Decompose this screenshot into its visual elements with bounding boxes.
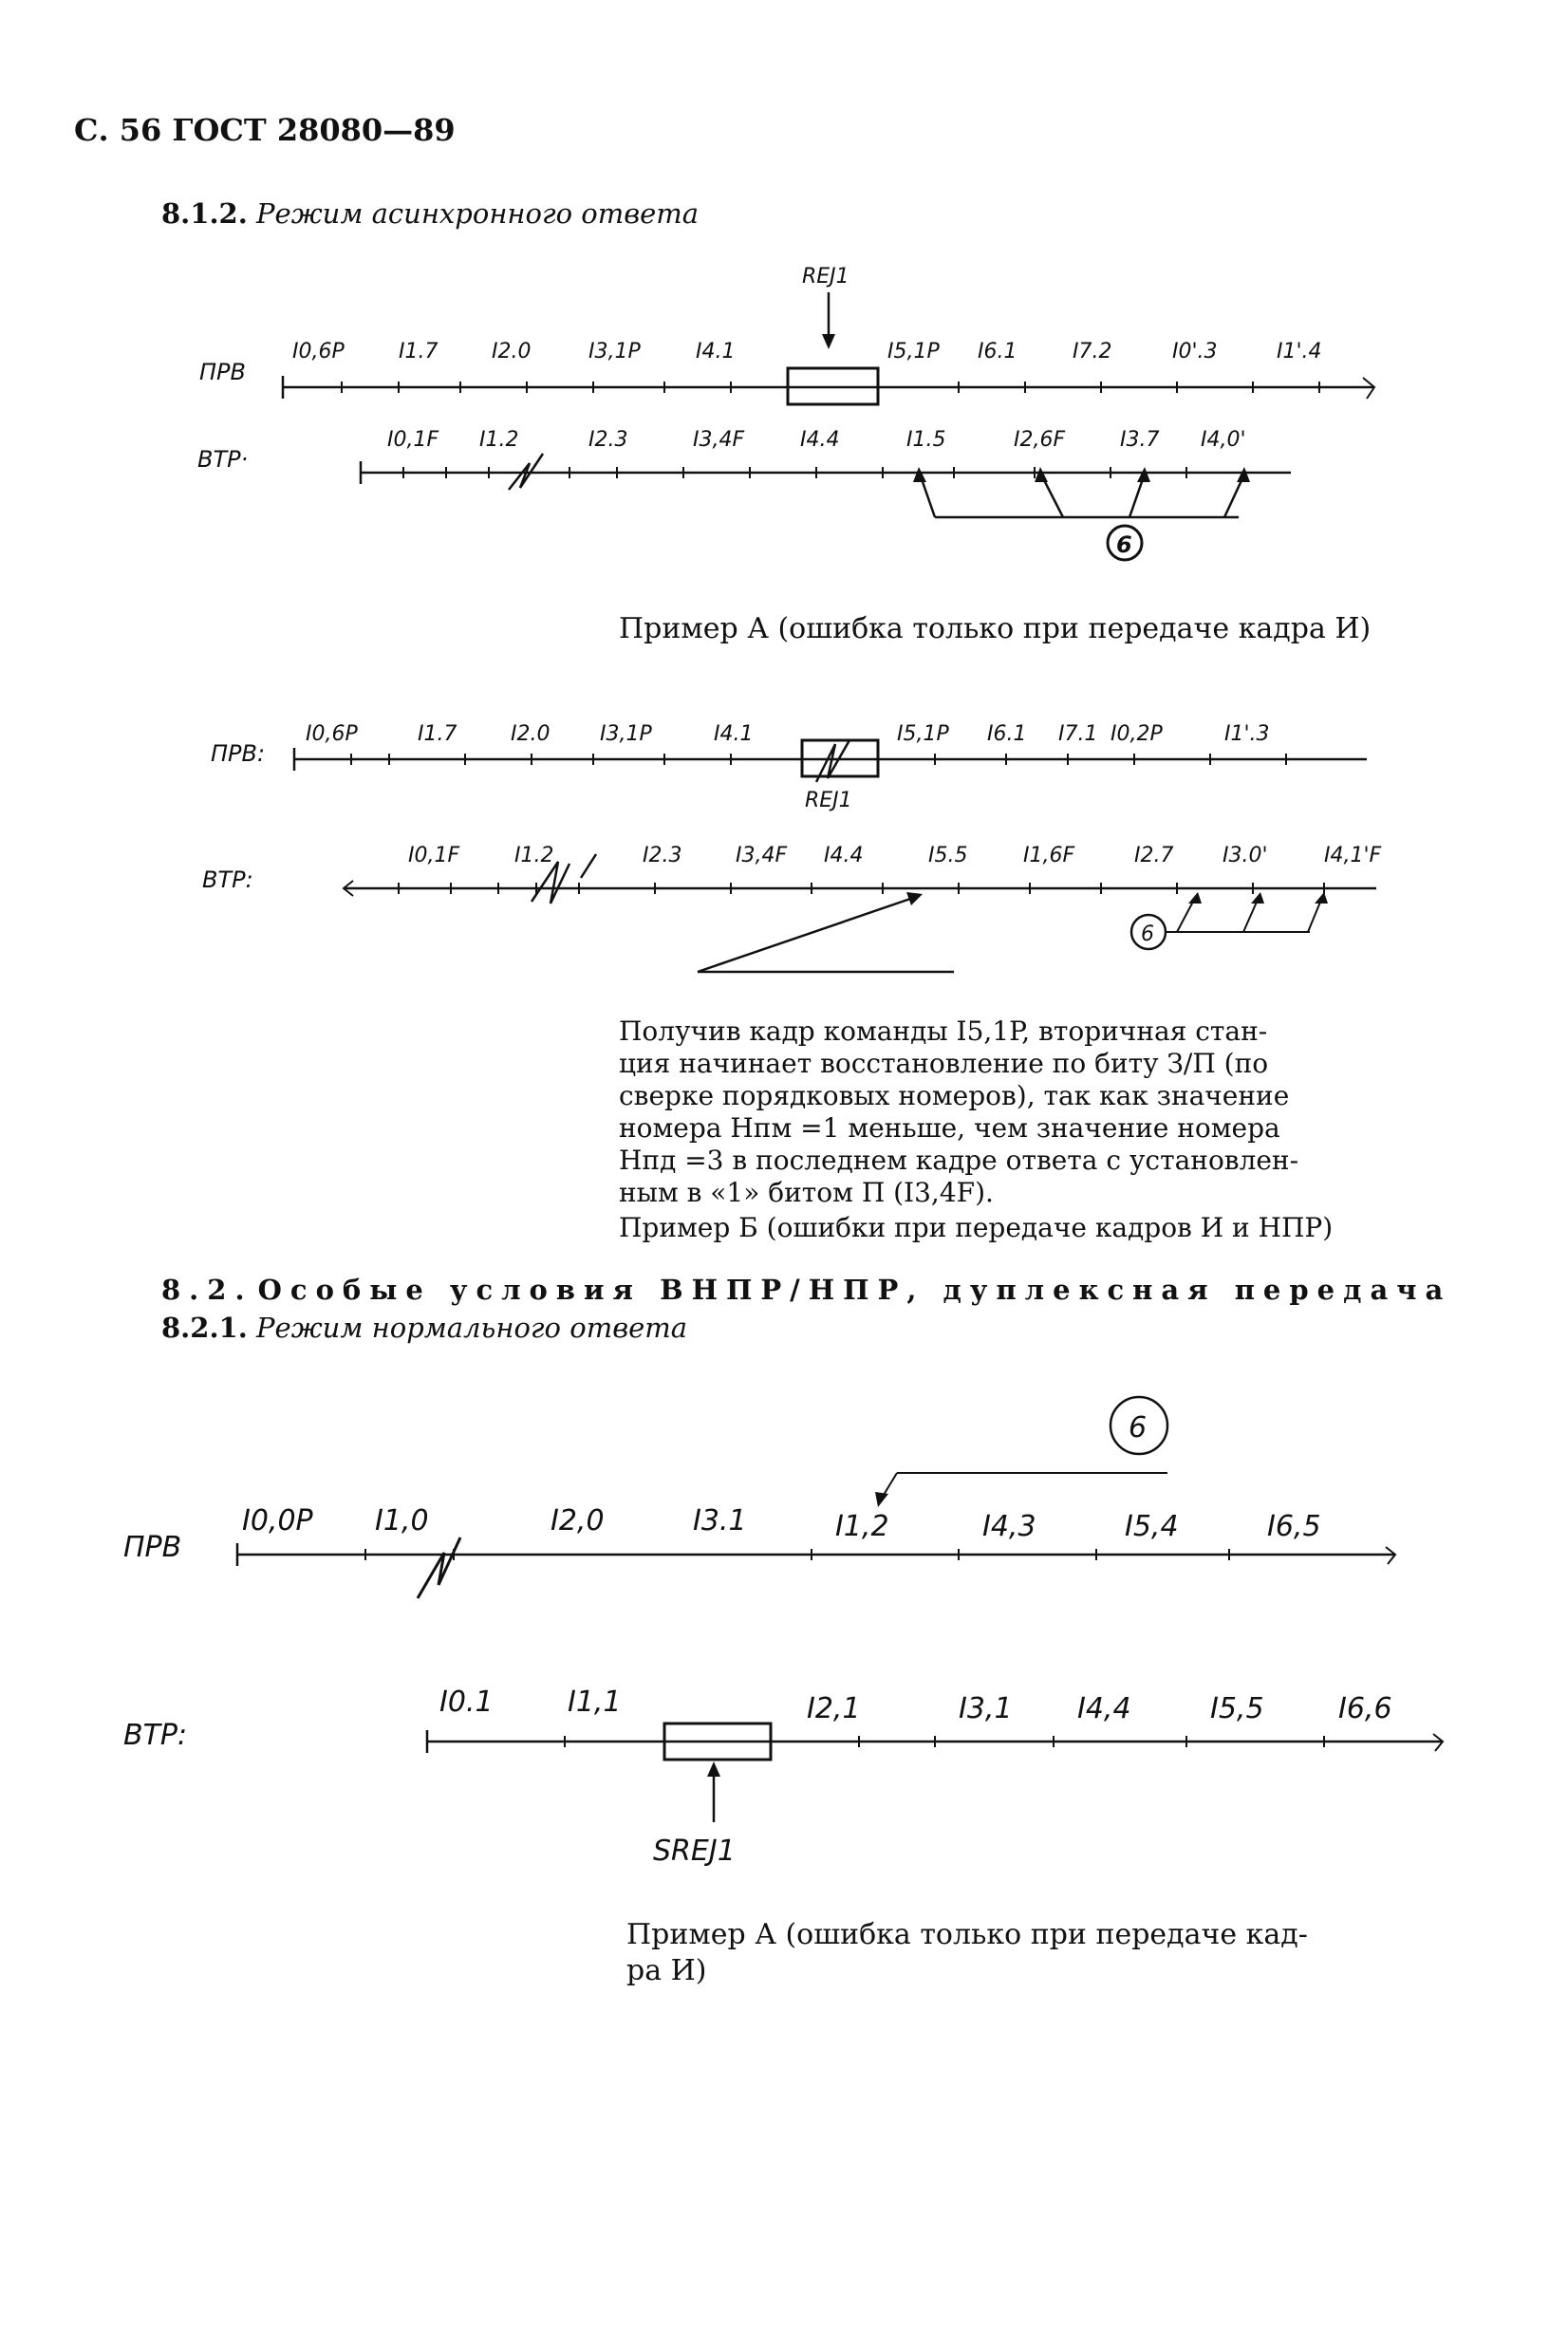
vtr-frame: I1,6F <box>1023 844 1075 867</box>
prv-frame: I1'.4 <box>1277 340 1322 363</box>
vtr-frame: I2.7 <box>1134 844 1174 867</box>
explanation-paragraph <box>619 1015 1435 1209</box>
circle-marker-label: 6 <box>1141 922 1154 946</box>
prv-frame: I2.0 <box>492 340 532 363</box>
vtr-frame: I4,4 <box>1077 1692 1131 1725</box>
vtr-frame: I3.0' <box>1223 844 1268 867</box>
rej-marker-label: REJ1 <box>805 789 852 812</box>
row-label-prv: ПРВ <box>199 359 246 385</box>
srej-arrowhead <box>707 1761 720 1777</box>
vtr-frame: I0.1 <box>439 1686 494 1719</box>
prv-frame: I3,1P <box>588 340 641 363</box>
circle-marker-label: 6 <box>1129 1411 1148 1444</box>
vtr-frame: I5,5 <box>1210 1692 1264 1725</box>
caption-example-a-1: Пример А (ошибка только при передаче кадра И) <box>619 612 1372 645</box>
prv-frame: I0'.3 <box>1172 340 1218 363</box>
vtr-frame: I1,1 <box>568 1686 622 1719</box>
row-label-vtr: ВТР: <box>202 866 253 893</box>
paragraph-line: Hпд =3 в последнем кадре ответа с установлен- <box>619 1145 1299 1176</box>
vtr-frame: I1.2 <box>479 428 519 452</box>
section-heading-8-2 <box>161 1274 1451 1306</box>
prv-frame: I7.2 <box>1073 340 1112 363</box>
circle-marker-label: 6 <box>1116 531 1132 558</box>
vtr-frame: I3.7 <box>1120 428 1160 452</box>
paragraph-line: номера Hпм =1 меньше, чем значение номера <box>619 1112 1280 1144</box>
row-label-vtr: ВТР· <box>197 446 249 473</box>
timing-diagram-1 <box>0 256 1568 579</box>
prv-frame: I1.7 <box>418 722 457 746</box>
paragraph-line: ция начинает восстановление по биту З/П (по <box>619 1048 1269 1079</box>
timing-diagram-2 <box>0 702 1568 987</box>
section-number: 8.2. <box>161 1274 253 1306</box>
vtr-frame: I5.5 <box>928 844 968 867</box>
section-title: Режим асинхронного ответа <box>256 197 700 230</box>
caption-line: Пример А (ошибка только при передаче кад- <box>626 1918 1308 1951</box>
prv-frame: I5,1P <box>897 722 949 746</box>
prv-frame: I0,6P <box>292 340 345 363</box>
vtr-frame: I3,4F <box>736 844 788 867</box>
vtr-frame: I4.4 <box>800 428 840 452</box>
row-label-prv: ПРВ <box>123 1531 182 1564</box>
prv-frame: I1,2 <box>835 1510 889 1543</box>
caption-example-a-2 <box>626 1917 1308 1989</box>
prv-frame: I2,0 <box>551 1504 605 1537</box>
rej-arrowhead <box>822 334 835 349</box>
vtr-frame: I4,0' <box>1201 428 1246 452</box>
vtr-frame: I6,6 <box>1338 1692 1392 1725</box>
prv-frame: I5,1P <box>887 340 940 363</box>
vtr-frame: I4.4 <box>824 844 864 867</box>
prv-frame: I0,2P <box>1111 722 1163 746</box>
prv-frame: I1.7 <box>399 340 439 363</box>
timing-diagram-3 <box>0 1367 1568 1879</box>
rej-marker-label: REJ1 <box>802 265 849 289</box>
vtr-frame: I0,1F <box>387 428 439 452</box>
section-number: 8.1.2. <box>161 197 248 230</box>
paragraph-line: Получив кадр команды I5,1P, вторичная стан- <box>619 1015 1268 1047</box>
prv-frame: I2.0 <box>511 722 551 746</box>
paragraph-line: ным в «1» битом П (I3,4F). <box>619 1177 994 1208</box>
vtr-frame: I2.3 <box>643 844 682 867</box>
section-heading-8-1-2 <box>161 197 699 230</box>
section-number: 8.2.1. <box>161 1312 248 1344</box>
caption-example-b: Пример Б (ошибки при передаче кадров И и НПР) <box>619 1212 1334 1243</box>
vtr-frame: I2,1 <box>807 1692 861 1725</box>
prv-frame: I6,5 <box>1267 1510 1321 1543</box>
prv-frame: I4.1 <box>696 340 736 363</box>
caption-line: ра И) <box>626 1954 707 1987</box>
prv-frame: I3.1 <box>693 1504 747 1537</box>
vtr-frame: I1.2 <box>514 844 554 867</box>
prv-frame: I1'.3 <box>1224 722 1270 746</box>
section-title: Режим нормального ответа <box>256 1312 688 1344</box>
paragraph-line: сверке порядковых номеров), так как значение <box>619 1080 1290 1111</box>
prv-frame: I1,0 <box>375 1504 429 1537</box>
prv-frame: I6.1 <box>978 340 1017 363</box>
vtr-frame: I0,1F <box>408 844 460 867</box>
section-heading-8-2-1 <box>161 1312 687 1344</box>
prv-frame: I0,6P <box>306 722 358 746</box>
vtr-frame: I2.3 <box>588 428 628 452</box>
page-header: С. 56 ГОСТ 28080—89 <box>74 112 456 148</box>
prv-frame: I4,3 <box>982 1510 1036 1543</box>
vtr-frame: I3,1 <box>959 1692 1013 1725</box>
vtr-frame: I4,1'F <box>1324 844 1382 867</box>
srej-marker-label: SREJ1 <box>653 1835 736 1868</box>
prv-frame: I5,4 <box>1125 1510 1179 1543</box>
row-label-prv: ПРВ: <box>211 740 266 767</box>
prv-frame: I7.1 <box>1058 722 1098 746</box>
prv-frame: I4.1 <box>714 722 754 746</box>
vtr-frame: I1.5 <box>906 428 946 452</box>
row-label-vtr: ВТР: <box>123 1719 188 1752</box>
vtr-frame: I2,6F <box>1014 428 1066 452</box>
vtr-frame: I3,4F <box>693 428 745 452</box>
section-title: Особые условия ВНПР/НПР, дуплексная передача <box>257 1274 1452 1306</box>
prv-frame: I0,0P <box>242 1504 313 1537</box>
error-break-mark <box>418 1537 460 1598</box>
prv-frame: I3,1P <box>600 722 652 746</box>
prv-frame: I6.1 <box>987 722 1027 746</box>
